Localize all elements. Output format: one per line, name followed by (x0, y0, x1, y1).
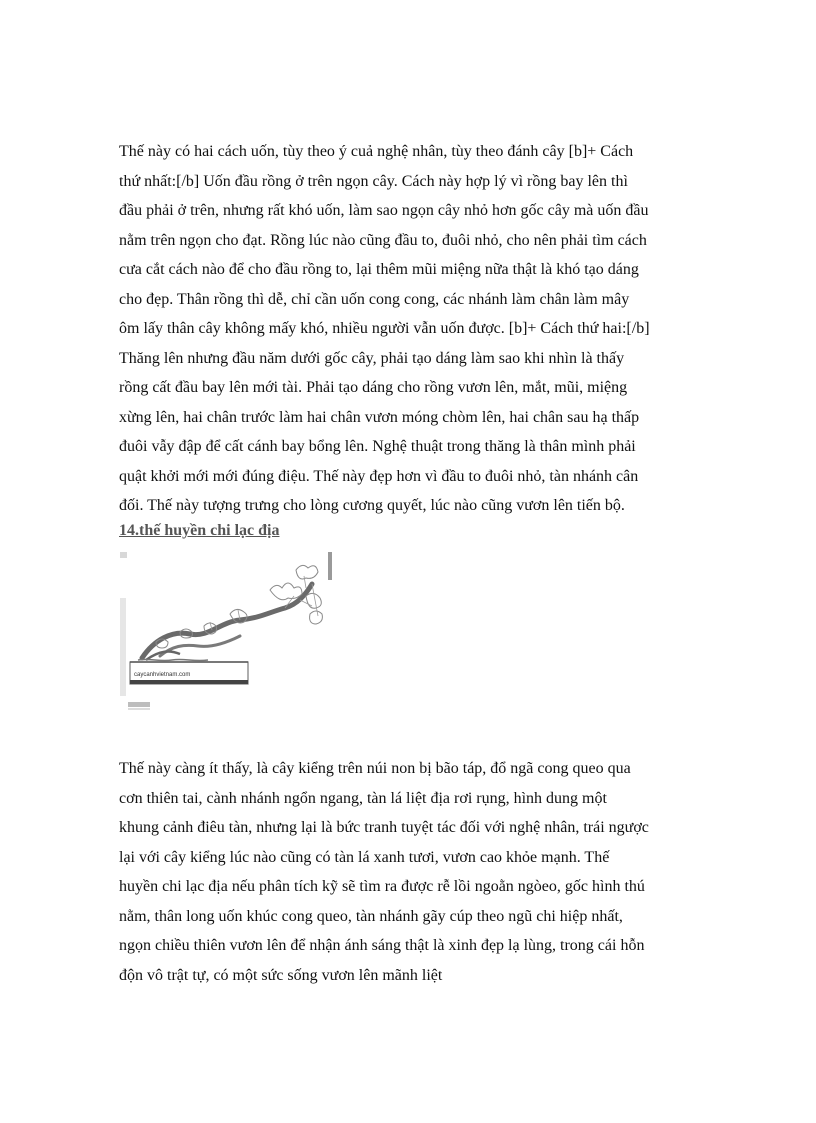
section-heading: 14.thế huyền chi lạc địa (119, 522, 280, 539)
body-paragraph-1: Thế này có hai cách uốn, tùy theo ý cuả nghệ nhân, tùy theo đánh cây [b]+ Cách thứ nhất:[/b] Uốn đầu rồng ở trên ngọn cây. Cách này hợp lý vì rồng bay lên thì đầu phải ở trên, nhưng rất khó uốn, làm sao ngọn cây nhỏ hơn gốc cây mà uốn đầu nằm trên ngọn cho đạt. Rồng lúc nào cũng đầu to, đuôi nhỏ, cho nên phải tìm cách cưa cắt cách nào để cho đầu rồng to, lại thêm mũi miệng nữa thật là khó tạo dáng cho đẹp. Thân rồng thì dễ, chỉ cần uốn cong cong, các nhánh làm chân làm mây ôm lấy thân cây không mấy khó, nhiều người vẫn uốn được. [b]+ Cách thứ hai:[/b] Thăng lên nhưng đầu năm dưới gốc cây, phải tạo dáng làm sao khi nhìn là thấy rồng cất đầu bay lên mới tài. Phải tạo dáng cho rồng vươn lên, mắt, mũi, miệng xừng lên, hai chân trước làm hai chân vươn móng chòm lên, hai chân sau hạ thấp đuôi vẫy đập để cất cánh bay bổng lên. Nghệ thuật trong thăng là thân mình phải quật khởi mới mới đúng điệu. Thế này đẹp hơn vì đầu to đuôi nhỏ, tàn nhánh cân đối. Thế này tượng trưng cho lòng cương quyết, lúc nào cũng vươn lên tiến bộ. (119, 143, 650, 514)
watermark-text: caycanhvietnam.com (134, 672, 191, 678)
bonsai-illustration (120, 550, 346, 715)
body-paragraph-2: Thế này càng ít thấy, là cây kiểng trên núi non bị bão táp, đổ ngã cong queo qua cơn thiên tai, cành nhánh ngổn ngang, tàn lá liệt địa rơi rụng, hình dung một khung cảnh điêu tàn, nhưng lại là bức tranh tuyệt tác đối với nghệ nhân, trái ngược lại với cây kiểng lúc nào cũng có tàn lá xanh tươi, vươn cao khỏe mạnh. Thế huyền chi lạc địa nếu phân tích kỹ sẽ tìm ra được rễ lồi ngoằn ngòeo, gốc hình thú nằm, thân long uốn khúc cong queo, tàn nhánh gãy cúp theo ngũ chi hiệp nhất, ngọn chiều thiên vươn lên để nhận ánh sáng thật là xinh đẹp lạ lùng, trong cái hỗn độn vô trật tự, có một sức sống vươn lên mãnh liệt (119, 760, 649, 984)
